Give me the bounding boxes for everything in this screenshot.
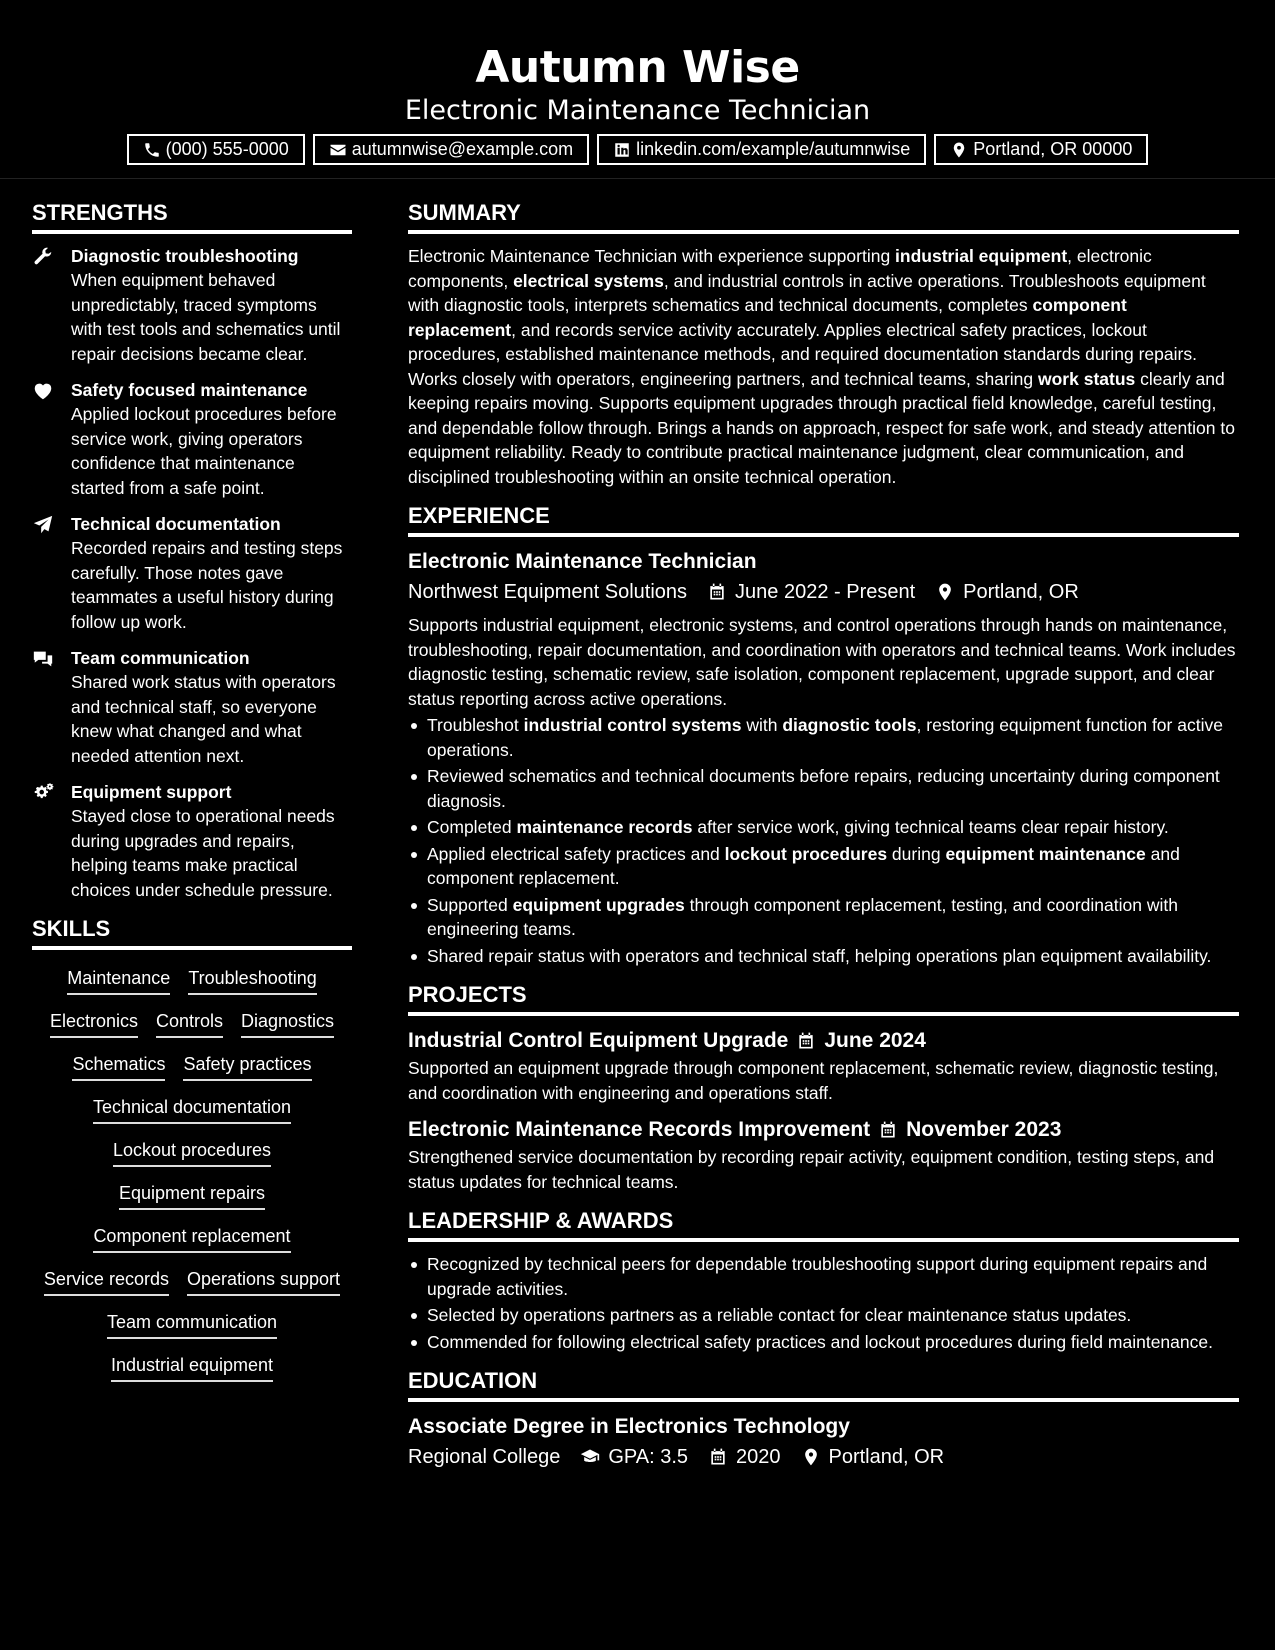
skills-list — [32, 960, 352, 1382]
leadership-bullet: Recognized by technical peers for dependable troubleshooting support during equipment repairs and upgrade activities. — [408, 1252, 1239, 1301]
strength-desc: Shared work status with operators and technical staff, so everyone knew what changed and what needed attention next. — [71, 672, 336, 766]
skill-tag: Technical documentation — [93, 1095, 291, 1124]
education-degree: Associate Degree in Electronics Technology — [408, 1415, 850, 1438]
contact-linkedin-text: linkedin.com/example/autumnwise — [636, 139, 911, 159]
project-item — [408, 1115, 1239, 1194]
envelope-icon — [329, 141, 347, 159]
project-header — [408, 1026, 1239, 1056]
skill-tag: Schematics — [72, 1052, 165, 1081]
project-name: Industrial Control Equipment Upgrade — [408, 1029, 789, 1052]
skill-tag: Team communication — [107, 1310, 277, 1339]
leadership-bullets — [408, 1252, 1239, 1354]
summary-text: Electronic Maintenance Technician with experience supporting industrial equipment, electronic components, electrical systems, and industrial controls in active operations. Troubleshoots equipment with diagnostic tools, interprets schematics and technical documents, completes component replacement, and records service activity accurately. Applies electrical safety practices, lockout procedures, established maintenance methods, and required documentation standards during repairs. Works closely with operators, engineering partners, and technical teams, sharing work status clearly and keeping repairs moving. Supports equipment upgrades through practical field knowledge, careful testing, and dependable follow through. Brings a hands on approach, respect for safe work, and steady attention to equipment reliability. Ready to contribute practical maintenance judgment, clear communication, and disciplined troubleshooting within an onsite technical operation. — [408, 246, 1235, 487]
skill-tag: Industrial equipment — [111, 1353, 273, 1382]
strengths-title: STRENGTHS — [32, 198, 352, 234]
contact-phone-text: (000) 555-0000 — [165, 139, 289, 159]
chat-bubbles-icon — [32, 648, 54, 670]
contact-email[interactable] — [313, 134, 589, 165]
phone-icon — [143, 141, 161, 159]
skill-tag: Troubleshooting — [188, 966, 316, 995]
education-section — [408, 1366, 1239, 1472]
strength-item — [32, 378, 352, 500]
skill-tag: Equipment repairs — [119, 1181, 265, 1210]
leadership-bullet: Selected by operations partners as a reliable contact for clear maintenance status updates. — [408, 1303, 1239, 1328]
resume-header — [0, 0, 1275, 179]
skill-tag: Operations support — [187, 1267, 340, 1296]
project-name: Electronic Maintenance Records Improvement — [408, 1118, 871, 1141]
skill-tag: Service records — [44, 1267, 169, 1296]
job-company: Northwest Equipment Solutions — [408, 581, 688, 603]
candidate-name: Autumn Wise — [475, 42, 800, 93]
skill-tag: Maintenance — [67, 966, 170, 995]
location-pin-icon — [801, 1447, 821, 1467]
leadership-title: LEADERSHIP & AWARDS — [408, 1206, 1239, 1242]
strength-title: Technical documentation — [71, 514, 281, 534]
skills-title: SKILLS — [32, 914, 352, 950]
strengths-list — [32, 244, 352, 902]
strength-title: Team communication — [71, 648, 250, 668]
project-header — [408, 1115, 1239, 1145]
strength-item — [32, 646, 352, 768]
summary-title: SUMMARY — [408, 198, 1239, 234]
job-bullet: Completed maintenance records after service work, giving technical teams clear repair history. — [408, 815, 1239, 840]
graduation-cap-icon — [580, 1447, 600, 1467]
education-meta — [408, 1442, 1239, 1472]
project-desc: Supported an equipment upgrade through component replacement, schematic review, diagnostic testing, and coordination with engineering and operations staff. — [408, 1058, 1219, 1103]
job-bullets — [408, 713, 1239, 968]
strength-title: Diagnostic troubleshooting — [71, 246, 299, 266]
projects-title: PROJECTS — [408, 980, 1239, 1016]
skill-tag: Safety practices — [183, 1052, 311, 1081]
contact-phone[interactable] — [127, 134, 305, 165]
location-pin-icon — [950, 141, 968, 159]
project-desc: Strengthened service documentation by recording repair activity, equipment condition, testing steps, and status updates for technical teams. — [408, 1147, 1215, 1192]
left-column — [32, 198, 352, 1382]
strength-item — [32, 780, 352, 902]
projects-section — [408, 980, 1239, 1194]
project-date: June 2024 — [824, 1029, 926, 1052]
job-bullet: Reviewed schematics and technical documents before repairs, reducing uncertainty during component diagnosis. — [408, 764, 1239, 813]
skill-tag: Component replacement — [93, 1224, 290, 1253]
education-gpa: GPA: 3.5 — [608, 1446, 688, 1468]
job-bullet: Shared repair status with operators and technical staff, helping operations plan equipment availability. — [408, 944, 1239, 969]
strength-title: Safety focused maintenance — [71, 380, 308, 400]
strength-item — [32, 244, 352, 366]
contact-email-text: autumnwise@example.com — [351, 139, 574, 159]
skill-tag: Diagnostics — [241, 1009, 334, 1038]
job-description: Supports industrial equipment, electronic systems, and control operations through hands on maintenance, troubleshooting, repair documentation, and coordination with operators and technical teams. Work includes diagnostic testing, schematic review, safe isolation, component replacement, upgrade support, and clear status reporting across active operations. — [408, 615, 1236, 709]
education-title: EDUCATION — [408, 1366, 1239, 1402]
strength-desc: Applied lockout procedures before service work, giving operators confidence that maintenance started from a safe point. — [71, 404, 337, 498]
summary-section — [408, 198, 1239, 489]
calendar-icon — [708, 1447, 728, 1467]
experience-title: EXPERIENCE — [408, 501, 1239, 537]
skill-tag: Lockout procedures — [113, 1138, 271, 1167]
calendar-icon — [707, 582, 727, 602]
location-pin-icon — [935, 582, 955, 602]
candidate-headline: Electronic Maintenance Technician — [404, 95, 871, 126]
job-bullet: Supported equipment upgrades through component replacement, testing, and coordination with engineering teams. — [408, 893, 1239, 942]
education-school: Regional College — [408, 1446, 561, 1468]
job-meta — [408, 577, 1239, 607]
contact-location-text: Portland, OR 00000 — [973, 139, 1133, 159]
linkedin-icon — [613, 141, 631, 159]
calendar-icon — [796, 1031, 816, 1051]
strength-title: Equipment support — [71, 782, 232, 802]
strength-desc: Stayed close to operational needs during upgrades and repairs, helping teams make practical choices under schedule pressure. — [71, 806, 335, 900]
education-location: Portland, OR — [828, 1446, 945, 1468]
contact-bar — [0, 134, 1275, 165]
education-year: 2020 — [736, 1446, 781, 1468]
right-column — [408, 198, 1239, 1484]
contact-linkedin[interactable] — [597, 134, 926, 165]
skill-tag: Electronics — [50, 1009, 138, 1038]
heart-icon — [32, 380, 54, 402]
leadership-bullet: Commended for following electrical safety practices and lockout procedures during field maintenance. — [408, 1330, 1239, 1355]
gears-icon — [32, 782, 54, 804]
paper-plane-icon — [32, 514, 54, 536]
contact-location — [934, 134, 1148, 165]
wrench-icon — [32, 246, 54, 268]
calendar-icon — [878, 1120, 898, 1140]
skill-tag: Controls — [156, 1009, 223, 1038]
strength-item — [32, 512, 352, 634]
leadership-section — [408, 1206, 1239, 1354]
project-item — [408, 1026, 1239, 1105]
strength-desc: When equipment behaved unpredictably, traced symptoms with test tools and schematics until repair decisions became clear. — [71, 270, 341, 364]
strength-desc: Recorded repairs and testing steps carefully. Those notes gave teammates a useful history during follow up work. — [71, 538, 343, 632]
job-bullet: Troubleshot industrial control systems with diagnostic tools, restoring equipment function for active operations. — [408, 713, 1239, 762]
job-bullet: Applied electrical safety practices and lockout procedures during equipment maintenance and component replacement. — [408, 842, 1239, 891]
job-dates: June 2022 - Present — [735, 581, 916, 603]
job-title: Electronic Maintenance Technician — [408, 550, 757, 573]
experience-section — [408, 501, 1239, 968]
project-date: November 2023 — [906, 1118, 1062, 1141]
job-location: Portland, OR — [963, 581, 1079, 603]
